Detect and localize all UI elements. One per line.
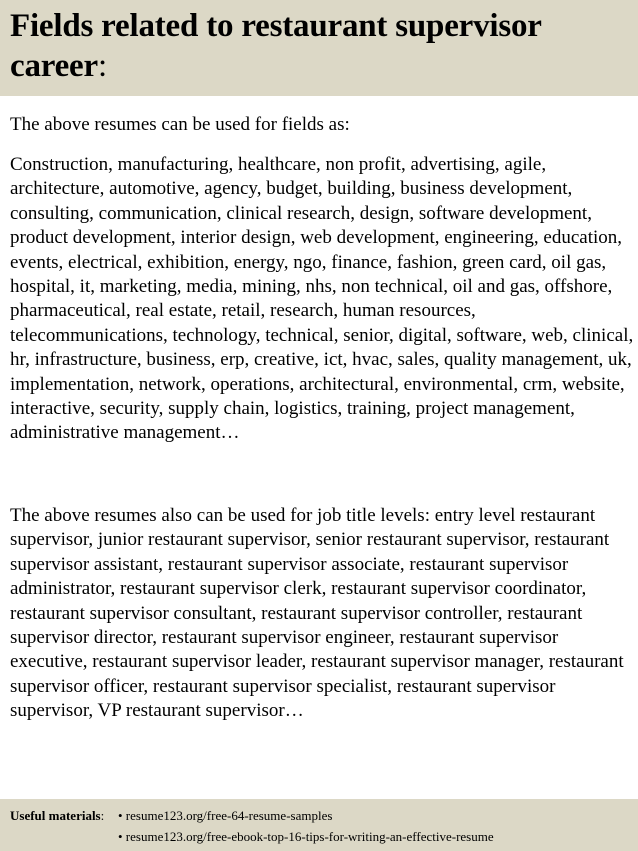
page-title-colon: : [97,48,107,84]
useful-materials-footer [0,799,638,851]
footer-row-2 [10,826,628,847]
fields-list-paragraph: Construction, manufacturing, healthcare, non profit, advertising, agile, architecture, automotive, agency, budget, building, business development, consulting, communication, clinical research, design, software development, product development, interior design, web development, engineering, education, events, electrical, exhibition, energy, ngo, finance, fashion, green card, oil gas, hospital, it, marketing, media, mining, nhs, non technical, oil and gas, offshore, pharmaceutical, real estate, retail, research, human resources, telecommunications, technology, technical, senior, digital, software, web, clinical, hr, infrastructure, business, erp, creative, ict, hvac, sales, quality management, uk, implementation, network, operations, architectural, environmental, crm, website, interactive, security, supply chain, logistics, training, project management, administrative management… [10,154,634,444]
resource-link-resume-samples[interactable]: • resume123.org/free-64-resume-samples [118,808,333,823]
intro-text: The above resumes can be used for fields as: [10,114,350,135]
useful-materials-label: Useful materials [10,808,101,823]
footer-row-1 [10,805,628,826]
job-levels-paragraph: The above resumes also can be used for job title levels: entry level restaurant supervisor, junior restaurant supervisor, senior restaurant supervisor, restaurant supervisor assistant, restaurant supervisor associate, restaurant supervisor administrator, restaurant supervisor clerk, restaurant supervisor coordinator, restaurant supervisor consultant, restaurant supervisor controller, restaurant supervisor director, restaurant supervisor engineer, restaurant supervisor executive, restaurant supervisor leader, restaurant supervisor manager, restaurant supervisor officer, restaurant supervisor specialist, restaurant supervisor supervisor, VP restaurant supervisor… [10,505,624,722]
useful-materials-separator: : [100,808,105,823]
page-title [10,6,628,86]
resource-link-ebook-tips[interactable]: • resume123.org/free-ebook-top-16-tips-for-writing-an-effective-resume [118,829,494,844]
page-title-text: Fields related to restaurant supervisor career [10,8,542,84]
title-banner [0,0,638,96]
